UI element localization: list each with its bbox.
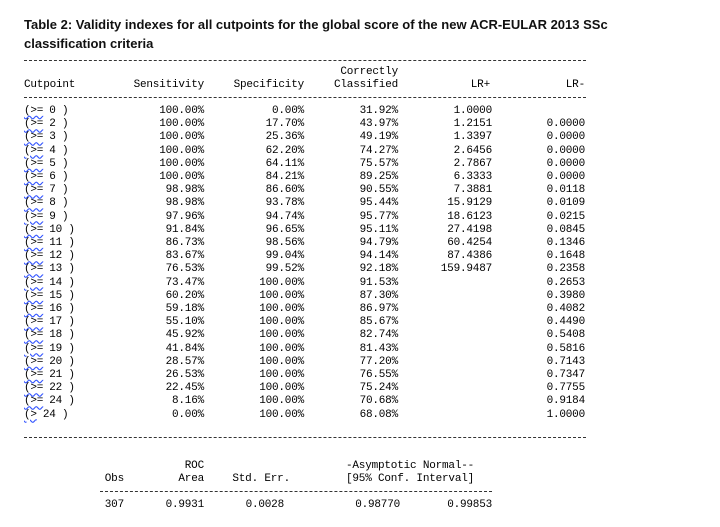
header-correctly: Correctly (340, 66, 398, 78)
cutpoint-cell (24, 197, 68, 210)
specificity-cell: 100.00% (259, 289, 304, 302)
lr-positive-cell: 7.3881 (453, 184, 492, 197)
sensitivity-cell: 41.84% (165, 342, 204, 355)
cutpoint-value: 10 ) (49, 223, 75, 236)
cutpoint-cell (24, 211, 68, 224)
correctly-classified-cell: 94.79% (359, 237, 398, 249)
table-row (0, 356, 720, 369)
sensitivity-cell: 97.96% (165, 210, 204, 223)
lr-negative-cell: 0.0845 (546, 223, 585, 236)
specificity-cell: 94.74% (265, 210, 304, 223)
cutpoint-value: 4 ) (49, 144, 69, 157)
cutpoint-operator: (>= (24, 144, 44, 157)
lr-negative-cell: 0.0000 (546, 157, 585, 170)
lr-positive-cell: 6.3333 (453, 171, 492, 183)
cutpoint-cell (24, 369, 75, 382)
cutpoint-operator: (>= (24, 329, 44, 342)
cutpoint-cell (24, 158, 68, 171)
correctly-classified-cell: 86.97% (359, 303, 398, 315)
lr-positive-cell: 15.9129 (447, 197, 492, 210)
specificity-cell: 62.20% (265, 144, 304, 157)
correctly-classified-cell: 49.19% (359, 131, 398, 144)
lr-negative-cell: 1.0000 (546, 408, 585, 421)
specificity-cell: 93.78% (265, 197, 304, 210)
roc-header-asymptotic: -Asymptotic Normal-- (346, 460, 475, 472)
cutpoint-value: 15 ) (49, 289, 75, 302)
table-row (0, 329, 720, 342)
cutpoint-cell (24, 263, 75, 276)
sensitivity-cell: 59.18% (165, 303, 204, 315)
cutpoint-cell (24, 250, 75, 263)
lr-negative-cell: 0.0109 (546, 197, 585, 210)
cutpoint-value: 11 ) (49, 237, 75, 249)
cutpoint-operator: (> (24, 408, 37, 421)
table-row (0, 343, 720, 356)
lr-positive-cell: 1.3397 (453, 131, 492, 144)
specificity-cell: 100.00% (259, 342, 304, 355)
table-row (0, 197, 720, 210)
lr-negative-cell: 0.2358 (546, 263, 585, 276)
sensitivity-cell: 28.57% (165, 355, 204, 368)
correctly-classified-cell: 77.20% (359, 355, 398, 368)
header-sensitivity: Sensitivity (133, 79, 204, 91)
lr-positive-cell: 60.4254 (447, 237, 492, 249)
correctly-classified-cell: 31.92% (359, 105, 398, 117)
specificity-cell: 64.11% (265, 157, 304, 170)
correctly-classified-cell: 81.43% (359, 342, 398, 355)
correctly-classified-cell: 85.67% (359, 316, 398, 329)
cutpoint-value: 0 ) (49, 105, 69, 117)
cutpoint-cell (24, 118, 68, 131)
specificity-cell: 0.00% (271, 105, 304, 117)
correctly-classified-cell: 76.55% (359, 369, 398, 381)
specificity-cell: 96.65% (265, 223, 304, 236)
table-row (0, 211, 720, 224)
table-title: Table 2: Validity indexes for all cutpoints for the global score of the new ACR-EULAR 2013 SSc classification criteria (24, 17, 608, 51)
cutpoint-value: 7 ) (49, 184, 69, 197)
cutpoint-value: 24 ) (49, 395, 75, 408)
lr-positive-cell: 18.6123 (447, 210, 492, 223)
roc-header-conf-interval: [95% Conf. Interval] (346, 473, 475, 485)
bottom-rule (24, 437, 586, 438)
correctly-classified-cell: 95.11% (359, 223, 398, 236)
cutpoint-cell (24, 356, 75, 369)
table-row (0, 224, 720, 237)
specificity-cell: 100.00% (259, 276, 304, 289)
cutpoint-operator: (>= (24, 237, 44, 249)
correctly-classified-cell: 94.14% (359, 250, 398, 263)
cutpoint-cell (24, 395, 75, 408)
table-row (0, 395, 720, 408)
sensitivity-cell: 55.10% (165, 316, 204, 329)
cutpoint-operator: (>= (24, 210, 44, 223)
lr-positive-cell: 2.6456 (453, 144, 492, 157)
lr-negative-cell: 0.0000 (546, 118, 585, 131)
cutpoint-value: 20 ) (49, 355, 75, 368)
specificity-cell: 100.00% (259, 316, 304, 329)
roc-header-stderr: Std. Err. (232, 473, 290, 485)
roc-stderr: 0.0028 (245, 499, 284, 511)
cutpoint-cell (24, 145, 68, 158)
cutpoint-cell (24, 224, 75, 237)
correctly-classified-cell: 90.55% (359, 184, 398, 197)
sensitivity-cell: 45.92% (165, 329, 204, 342)
specificity-cell: 84.21% (265, 171, 304, 183)
specificity-cell: 17.70% (265, 118, 304, 131)
table-row (0, 250, 720, 263)
cutpoint-cell (24, 184, 68, 197)
header-lr-positive: LR+ (470, 79, 490, 91)
cutpoint-value: 13 ) (49, 263, 75, 276)
cutpoint-value: 22 ) (49, 382, 75, 395)
correctly-classified-cell: 43.97% (359, 118, 398, 131)
cutpoint-cell (24, 303, 75, 316)
lr-positive-cell: 1.0000 (453, 105, 492, 117)
cutpoint-operator: (>= (24, 289, 44, 302)
cutpoint-operator: (>= (24, 316, 44, 329)
cutpoint-operator: (>= (24, 355, 44, 368)
lr-positive-cell: 27.4198 (447, 223, 492, 236)
sensitivity-cell: 100.00% (159, 157, 204, 170)
cutpoint-operator: (>= (24, 171, 44, 183)
table-row (0, 290, 720, 303)
correctly-classified-cell: 89.25% (359, 171, 398, 183)
header-lr-negative: LR- (565, 79, 585, 91)
cutpoint-cell (24, 290, 75, 303)
specificity-cell: 100.00% (259, 329, 304, 342)
sensitivity-cell: 22.45% (165, 382, 204, 395)
cutpoint-value: 14 ) (49, 276, 75, 289)
lr-negative-cell: 0.4490 (546, 316, 585, 329)
table-row (0, 277, 720, 290)
top-rule (24, 60, 586, 61)
lr-negative-cell: 0.0000 (546, 171, 585, 183)
lr-negative-cell: 0.2653 (546, 276, 585, 289)
sensitivity-cell: 98.98% (165, 184, 204, 197)
sensitivity-cell: 91.84% (165, 223, 204, 236)
cutpoint-value: 16 ) (49, 303, 75, 315)
lr-negative-cell: 0.1346 (546, 237, 585, 249)
cutpoint-value: 6 ) (49, 171, 69, 183)
cutpoint-operator: (>= (24, 342, 44, 355)
correctly-classified-cell: 75.57% (359, 157, 398, 170)
cutpoint-value: 19 ) (49, 342, 75, 355)
table-row (0, 263, 720, 276)
sensitivity-cell: 98.98% (165, 197, 204, 210)
lr-positive-cell: 2.7867 (453, 157, 492, 170)
specificity-cell: 100.00% (259, 369, 304, 381)
cutpoint-operator: (>= (24, 395, 44, 408)
table-row (0, 105, 720, 118)
lr-positive-cell: 87.4386 (447, 250, 492, 263)
correctly-classified-cell: 70.68% (359, 395, 398, 408)
lr-negative-cell: 0.5816 (546, 342, 585, 355)
cutpoint-operator: (>= (24, 382, 44, 395)
lr-negative-cell: 0.0000 (546, 144, 585, 157)
sensitivity-cell: 0.00% (171, 408, 204, 421)
table-row (0, 118, 720, 131)
correctly-classified-cell: 82.74% (359, 329, 398, 342)
sensitivity-cell: 73.47% (165, 276, 204, 289)
lr-negative-cell: 0.7347 (546, 369, 585, 381)
header-cutpoint: Cutpoint (24, 79, 76, 91)
table-row (0, 409, 720, 422)
cutpoint-cell (24, 237, 75, 250)
correctly-classified-cell: 95.44% (359, 197, 398, 210)
cutpoint-cell (24, 105, 68, 118)
table-row (0, 369, 720, 382)
lr-positive-cell: 1.2151 (453, 118, 492, 131)
correctly-classified-cell: 68.08% (359, 408, 398, 421)
header-rule (24, 97, 586, 98)
sensitivity-cell: 100.00% (159, 105, 204, 117)
specificity-cell: 99.52% (265, 263, 304, 276)
roc-rule (100, 491, 492, 492)
header-specificity: Specificity (233, 79, 304, 91)
cutpoint-cell (24, 171, 68, 184)
table-row (0, 303, 720, 316)
lr-negative-cell: 0.7143 (546, 355, 585, 368)
specificity-cell: 100.00% (259, 395, 304, 408)
lr-positive-cell: 159.9487 (440, 263, 492, 276)
cutpoint-cell (24, 316, 75, 329)
sensitivity-cell: 76.53% (165, 263, 204, 276)
correctly-classified-cell: 92.18% (359, 263, 398, 276)
cutpoint-operator: (>= (24, 276, 44, 289)
cutpoint-operator: (>= (24, 369, 44, 381)
sensitivity-cell: 100.00% (159, 118, 204, 131)
cutpoint-operator: (>= (24, 184, 44, 197)
lr-negative-cell: 0.4082 (546, 303, 585, 315)
sensitivity-cell: 8.16% (171, 395, 204, 408)
sensitivity-cell: 100.00% (159, 171, 204, 183)
roc-ci-low: 0.98770 (355, 499, 400, 511)
header-classified-text: Classified (333, 79, 398, 91)
sensitivity-cell: 60.20% (165, 289, 204, 302)
lr-negative-cell: 0.0118 (546, 184, 585, 197)
cutpoint-operator: (>= (24, 118, 44, 131)
lr-negative-cell: 0.7755 (546, 382, 585, 395)
cutpoint-operator: (>= (24, 223, 44, 236)
roc-header-roc: ROC (184, 460, 204, 472)
cutpoint-value: 2 ) (49, 118, 69, 131)
correctly-classified-cell: 75.24% (359, 382, 398, 395)
cutpoint-value: 18 ) (49, 329, 75, 342)
cutpoint-operator: (>= (24, 303, 44, 315)
sensitivity-cell: 100.00% (159, 144, 204, 157)
lr-negative-cell: 0.5408 (546, 329, 585, 342)
lr-negative-cell: 0.3980 (546, 289, 585, 302)
cutpoint-value: 12 ) (49, 250, 75, 263)
roc-header-area: Area (178, 473, 204, 485)
sensitivity-cell: 86.73% (165, 237, 204, 249)
sensitivity-cell: 26.53% (165, 369, 204, 381)
specificity-cell: 99.04% (265, 250, 304, 263)
cutpoint-value: 9 ) (49, 210, 69, 223)
specificity-cell: 86.60% (265, 184, 304, 197)
cutpoint-cell (24, 409, 68, 422)
correctly-classified-cell: 74.27% (359, 144, 398, 157)
cutpoint-operator: (>= (24, 197, 44, 210)
lr-negative-cell: 0.0215 (546, 210, 585, 223)
correctly-classified-cell: 87.30% (359, 289, 398, 302)
cutpoint-cell (24, 382, 75, 395)
roc-ci-high: 0.99853 (447, 499, 492, 511)
cutpoint-cell (24, 131, 68, 144)
cutpoint-value: 8 ) (49, 197, 69, 210)
roc-area: 0.9931 (165, 499, 204, 511)
table-row (0, 131, 720, 144)
cutpoint-value: 3 ) (49, 131, 69, 144)
sensitivity-cell: 83.67% (165, 250, 204, 263)
lr-negative-cell: 0.0000 (546, 131, 585, 144)
specificity-cell: 25.36% (265, 131, 304, 144)
correctly-classified-cell: 91.53% (359, 276, 398, 289)
table-row (0, 237, 720, 250)
sensitivity-cell: 100.00% (159, 131, 204, 144)
table-row (0, 382, 720, 395)
lr-negative-cell: 0.9184 (546, 395, 585, 408)
cutpoint-operator: (>= (24, 157, 44, 170)
cutpoint-cell (24, 329, 75, 342)
specificity-cell: 100.00% (259, 303, 304, 315)
cutpoint-operator: (>= (24, 131, 44, 144)
roc-header-obs: Obs (104, 473, 124, 485)
cutpoint-value: 5 ) (49, 157, 69, 170)
roc-obs: 307 (104, 499, 124, 511)
cutpoint-operator: (>= (24, 105, 44, 117)
cutpoint-value: 17 ) (49, 316, 75, 329)
table-row (0, 158, 720, 171)
specificity-cell: 100.00% (259, 408, 304, 421)
lr-negative-cell: 0.1648 (546, 250, 585, 263)
cutpoint-value: 24 ) (42, 408, 69, 421)
table-row (0, 145, 720, 158)
correctly-classified-cell: 95.77% (359, 210, 398, 223)
specificity-cell: 100.00% (259, 382, 304, 395)
cutpoint-cell (24, 343, 75, 356)
specificity-cell: 100.00% (259, 355, 304, 368)
cutpoint-value: 21 ) (49, 369, 75, 381)
table-row (0, 316, 720, 329)
specificity-cell: 98.56% (265, 237, 304, 249)
cutpoint-operator: (>= (24, 263, 44, 276)
cutpoint-cell (24, 277, 75, 290)
cutpoint-operator: (>= (24, 250, 44, 263)
table-row (0, 184, 720, 197)
table-row (0, 171, 720, 184)
